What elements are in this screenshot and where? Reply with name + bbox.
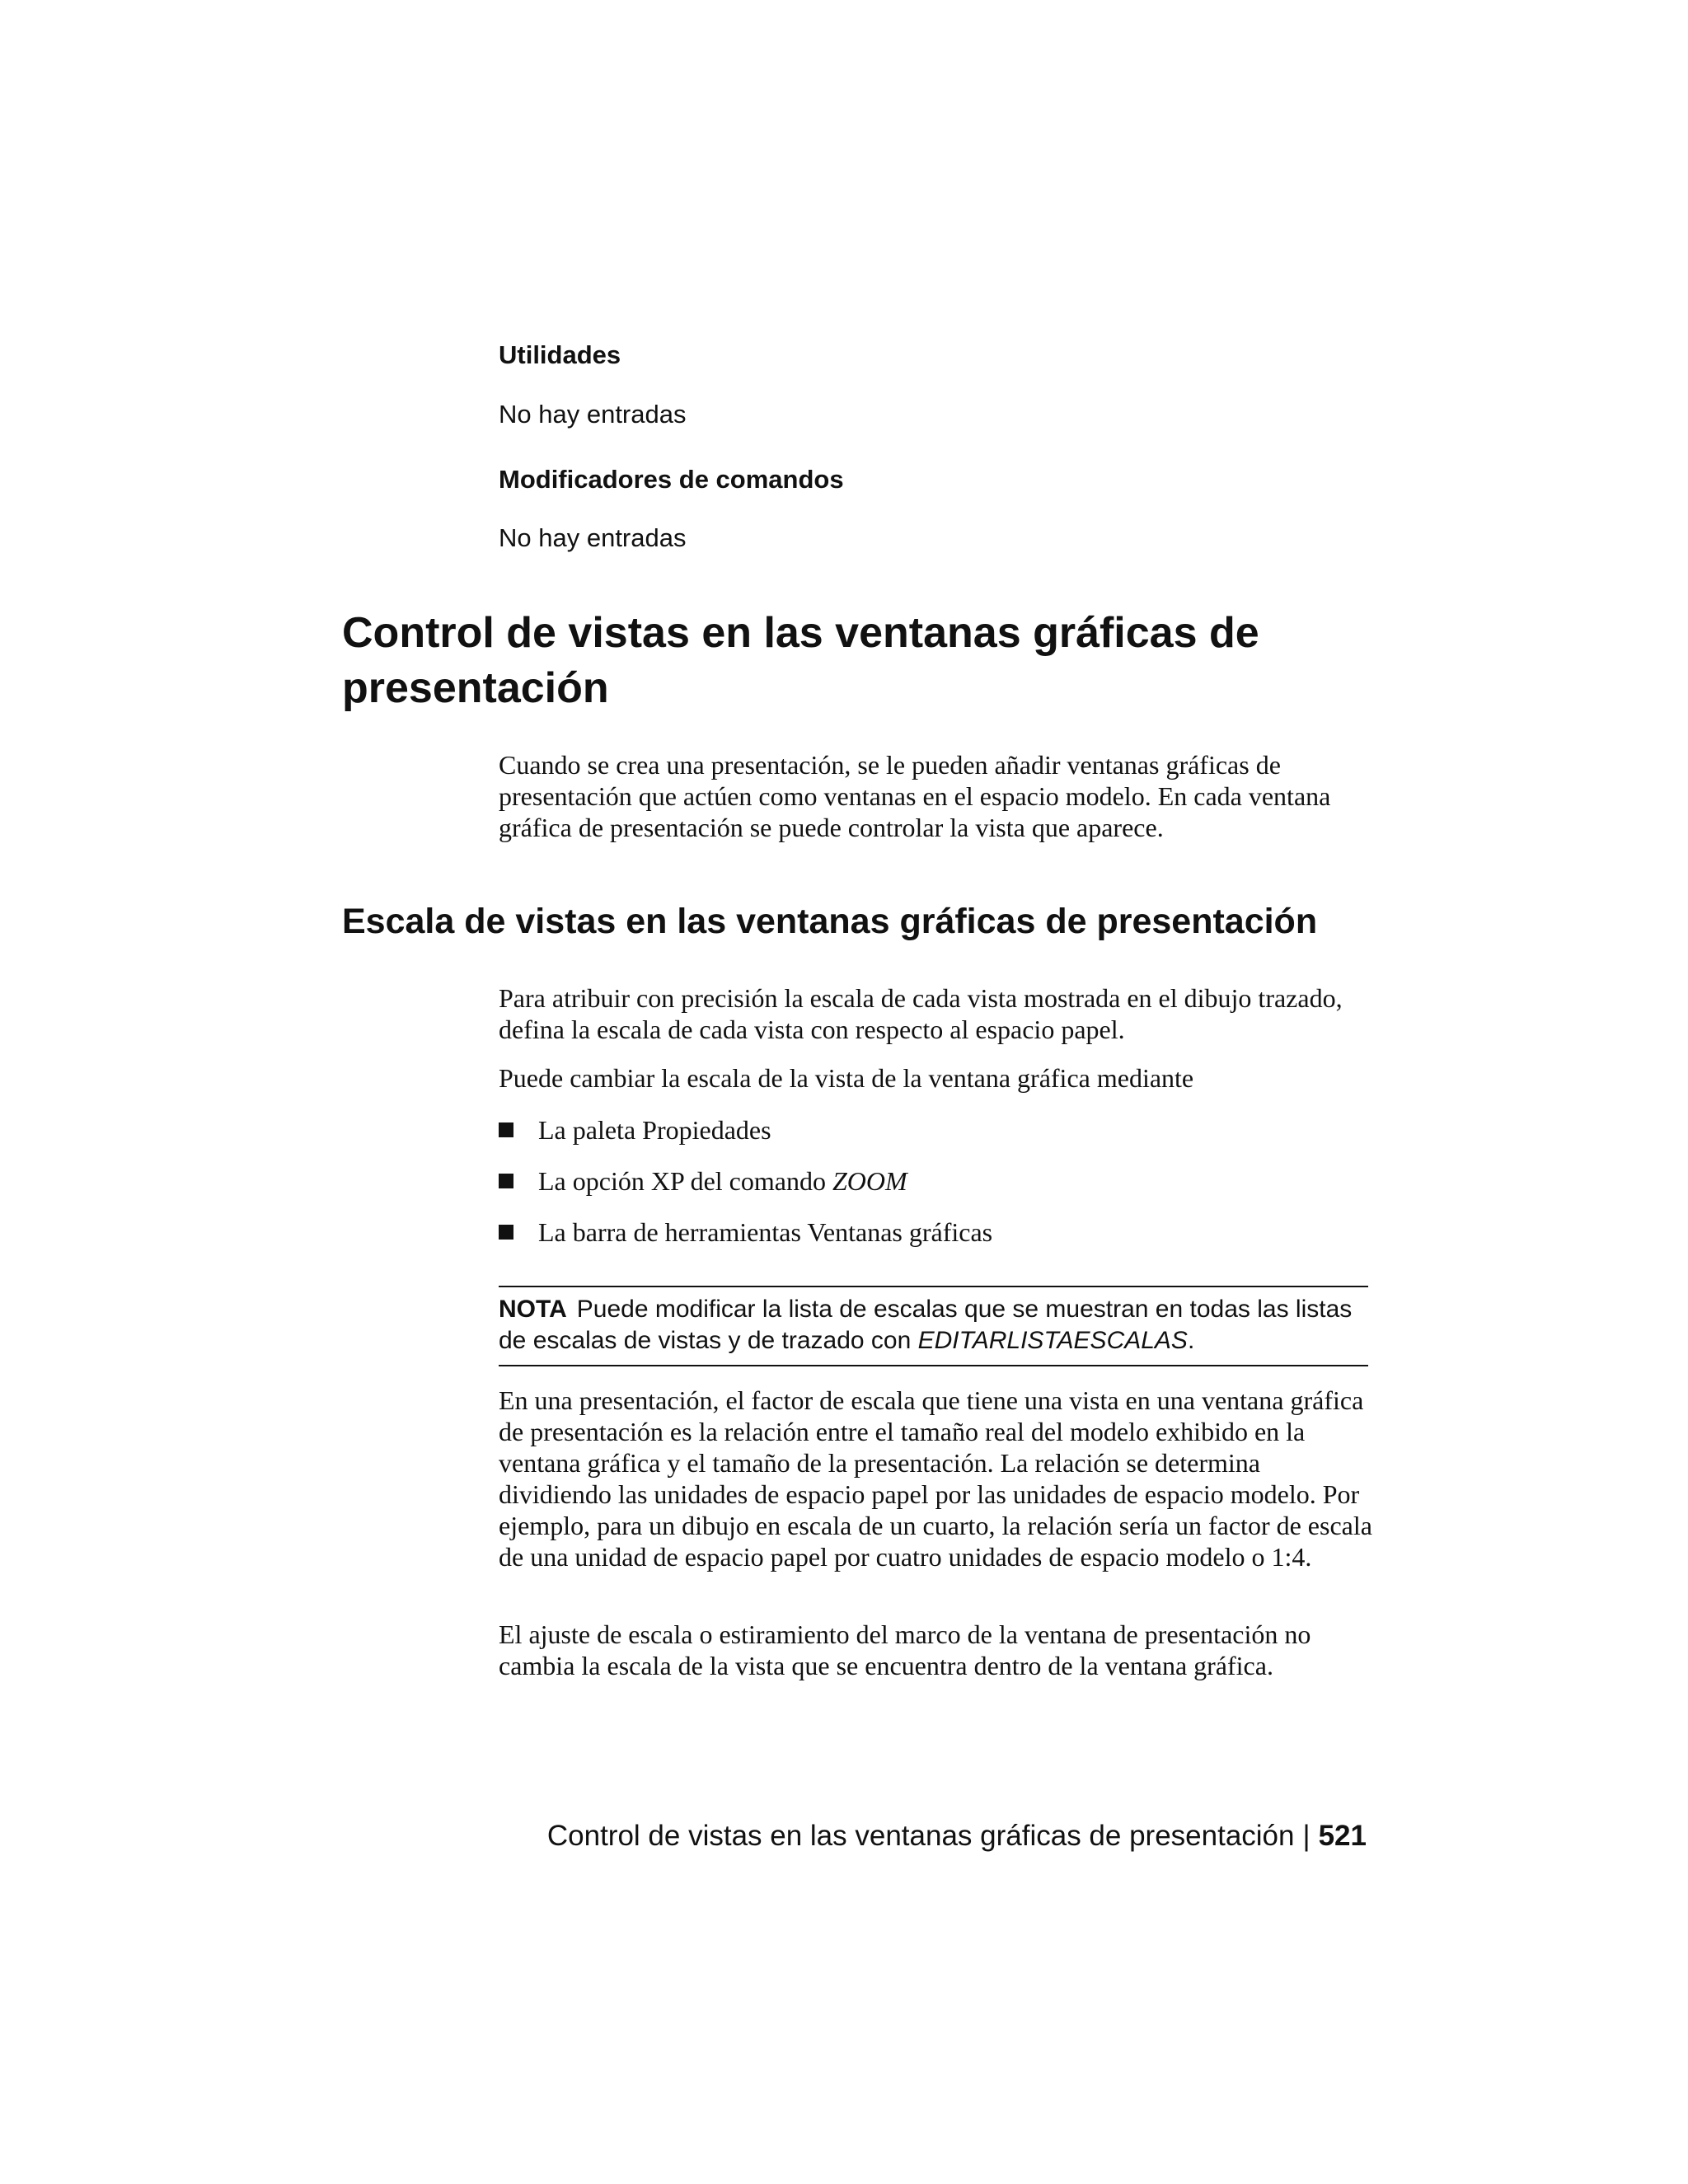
- list-item: [499, 1216, 1372, 1268]
- list-item-text: La paleta Propiedades: [538, 1115, 771, 1145]
- note-text: Puede modificar la lista de escalas que se muestran en todas las listas de escalas de vistas y de trazado con: [499, 1296, 1353, 1354]
- note-label: NOTA: [499, 1296, 567, 1323]
- square-bullet-icon: [499, 1225, 513, 1240]
- modificadores-heading: Modificadores de comandos: [499, 465, 844, 494]
- main-heading: Control de vistas en las ventanas gráficas de presentación: [342, 609, 1259, 712]
- sub-heading: Escala de vistas en las ventanas gráficas de presentación: [342, 902, 1318, 941]
- page-number: 521: [1318, 1820, 1367, 1852]
- list-item: [499, 1165, 1372, 1216]
- utilidades-heading: Utilidades: [499, 340, 621, 369]
- methods-list: [499, 1114, 1372, 1268]
- zoom-command: ZOOM: [832, 1166, 907, 1196]
- scale-factor-paragraph: En una presentación, el factor de escala que tiene una vista en una ventana gráfica de presentación es la relación entre el tamaño real del modelo exhibido en la ventana gráfica y el tamaño de la presentación. La relación se determina dividiendo las unidades de espacio papel por las unidades de espacio modelo. Por ejemplo, para un dibujo en escala de un cuarto, la relación sería un factor de escala de una unidad de espacio papel por cuatro unidades de espacio modelo o 1:4.: [499, 1385, 1372, 1572]
- square-bullet-icon: [499, 1174, 513, 1188]
- intro-paragraph: Cuando se crea una presentación, se le pueden añadir ventanas gráficas de presentación que actúen como ventanas en el espacio modelo. En cada ventana gráfica de presentación se puede controlar la vista que aparece.: [499, 750, 1331, 842]
- list-item: [499, 1114, 1372, 1165]
- frame-paragraph: El ajuste de escala o estiramiento del marco de la ventana de presentación no cambia la escala de la vista que se encuentra dentro de la ventana gráfica.: [499, 1619, 1311, 1680]
- utilidades-text: No hay entradas: [499, 400, 687, 429]
- page-footer: [547, 1817, 1367, 1855]
- scale-paragraph-2: Puede cambiar la escala de la vista de la ventana gráfica mediante: [499, 1063, 1194, 1093]
- square-bullet-icon: [499, 1122, 513, 1137]
- list-item-text: La barra de herramientas Ventanas gráficas: [538, 1217, 993, 1247]
- scale-paragraph-1: Para atribuir con precisión la escala de cada vista mostrada en el dibujo trazado, defina la escala de cada vista con respecto al espacio papel.: [499, 983, 1343, 1044]
- note-end: .: [1187, 1327, 1195, 1354]
- footer-title: Control de vistas en las ventanas gráficas de presentación: [546, 1820, 1295, 1852]
- modificadores-text: No hay entradas: [499, 523, 687, 552]
- list-item-text: La opción XP del comando: [538, 1166, 832, 1196]
- note-box: [499, 1286, 1368, 1366]
- note-command: EDITARLISTAESCALAS: [917, 1327, 1188, 1354]
- footer-separator: |: [1302, 1820, 1311, 1852]
